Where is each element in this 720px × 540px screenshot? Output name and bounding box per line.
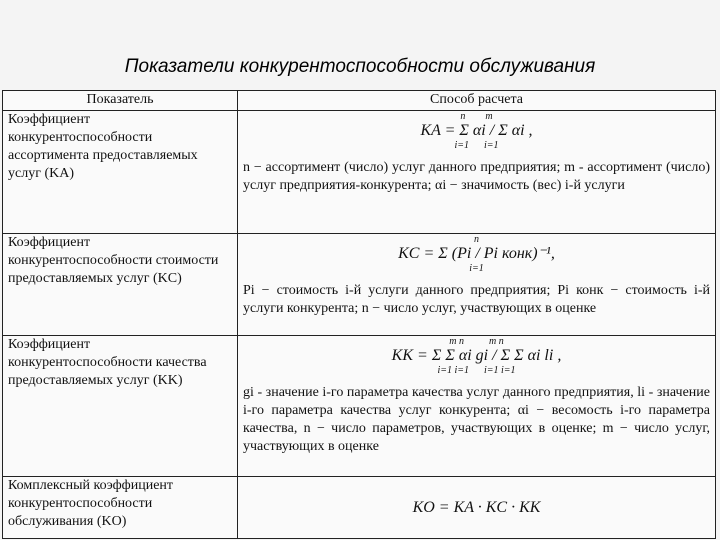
- table-row: [3, 111, 716, 234]
- table-row: [3, 336, 716, 477]
- method-cell: [238, 477, 716, 539]
- formula-upper-limits: m n m n: [449, 336, 504, 347]
- column-header-indicator: Показатель: [3, 91, 238, 111]
- formula-description: n − ассортимент (число) услуг данного предприятия; m - ассортимент (число) услуг предприятия-конкурента; αi − значимость (вес) i-й услуги: [243, 160, 710, 193]
- method-cell: [238, 336, 716, 477]
- slide-title: Показатели конкурентоспособности обслуживания: [124, 56, 596, 77]
- column-header-method: Способ расчета: [238, 91, 716, 111]
- indicator-cell: Коэффициент конкурентоспособности качества предоставляемых услуг (KK): [3, 336, 238, 477]
- formula-description: gi - значение i-го параметра качества услуг данного предприятия, li - значение i-го параметра качества услуг конкурента; αi − весомость i-го параметра качества, n − число параметров, участвующих в оценке; m − число услуг, участвующих в оценке: [243, 385, 710, 454]
- formula-text: KA = Σ αi / Σ αi ,: [420, 122, 533, 139]
- method-cell: [238, 111, 716, 234]
- formula: [243, 111, 710, 159]
- formula-upper-limits: n: [474, 234, 479, 245]
- formula-lower-limits: i=1 i=1 i=1 i=1: [437, 365, 516, 376]
- formula-text: KK = Σ Σ αi gi / Σ Σ αi li ,: [391, 347, 562, 364]
- indicator-cell: Комплексный коэффициент конкурентоспособности обслуживания (KO): [3, 477, 238, 539]
- formula-text: KC = Σ (Pi / Pi конк)⁻¹,: [398, 245, 555, 262]
- formula-text: KO = KA · KC · KK: [412, 498, 541, 516]
- indicators-table: [2, 90, 716, 539]
- indicator-cell: Коэффициент конкурентоспособности ассортимента предоставляемых услуг (KA): [3, 111, 238, 234]
- formula: [243, 336, 710, 384]
- formula: [243, 499, 710, 517]
- formula: [243, 234, 710, 282]
- formula-upper-limits: n m: [460, 111, 493, 122]
- formula-lower-limits: i=1: [469, 263, 484, 274]
- formula-description: Pi − стоимость i-й услуги данного предприятия; Pi конк − стоимость i-й услуги конкурента; n − число услуг, участвующих в оценке: [243, 283, 710, 316]
- table-header-row: [3, 91, 716, 111]
- method-cell: [238, 234, 716, 336]
- formula-lower-limits: i=1 i=1: [454, 140, 499, 151]
- table-row: [3, 234, 716, 336]
- table-row: [3, 477, 716, 539]
- indicator-cell: Коэффициент конкурентоспособности стоимости предоставляемых услуг (KC): [3, 234, 238, 336]
